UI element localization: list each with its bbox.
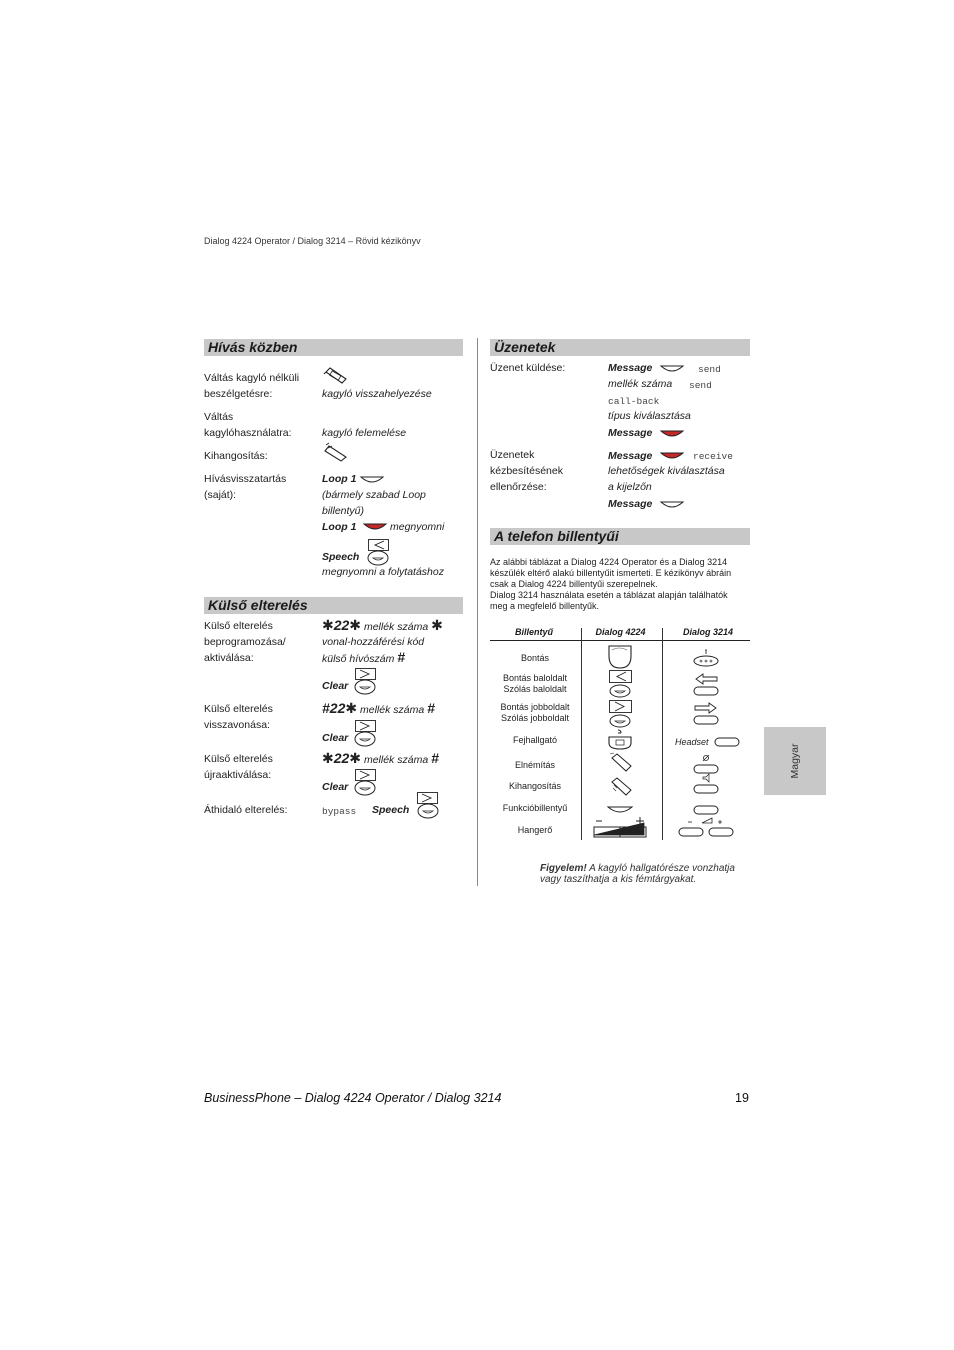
label-line: beprogramozása/ (204, 636, 286, 648)
message-key-label: Message (608, 362, 653, 374)
hash-key: # (431, 750, 439, 766)
row-label (204, 701, 273, 733)
table-row-label: Fejhallgató (512, 735, 558, 745)
row-label: Kihangosítás: (204, 450, 268, 462)
table-row-label: Bontás (520, 653, 550, 663)
loop-key-active-icon (363, 522, 387, 532)
message-key-icon (660, 500, 684, 510)
table-row-label: Hangerő (517, 825, 553, 835)
label-line: Váltás kagyló nélküli (204, 372, 300, 384)
note-label: Figyelem! (540, 863, 587, 874)
clear-key-label: Clear (322, 732, 349, 744)
label-line: visszavonása: (204, 719, 270, 731)
table-row-label (490, 702, 580, 724)
row-name: Szólás jobboldalt (500, 713, 570, 723)
clear-key-icon (354, 679, 376, 695)
instruction-line (608, 425, 652, 441)
display-send: send (689, 380, 712, 391)
instruction-text: vonal-hozzáférési kód (322, 636, 425, 648)
intro-line: csak a Dialog 4224 billentyűi szerepelnek. (490, 579, 658, 589)
message-key-active-icon (660, 429, 684, 439)
instruction-line (322, 779, 348, 795)
function-key-icon (607, 805, 633, 817)
table-col-divider (662, 628, 663, 840)
message-key-label: Message (608, 427, 653, 439)
message-key-label: Message (608, 450, 653, 462)
message-key-active-icon (660, 451, 684, 461)
instruction-text: kagyló visszahelyezése (322, 388, 432, 400)
row-name: Bontás jobboldalt (500, 702, 570, 712)
label-line: Hívásvisszatartás (204, 473, 287, 485)
display-text (698, 361, 721, 378)
headset-3214-icon (714, 737, 740, 748)
instruction-text: mellék száma (363, 754, 429, 766)
right-release-key-icon (609, 700, 633, 728)
handset-icon (322, 366, 348, 386)
intro-paragraph (490, 557, 742, 612)
warning-note (540, 863, 752, 885)
row-label (204, 409, 292, 441)
display-callback: call-back (608, 396, 660, 407)
mute-3214-icon (693, 754, 721, 776)
instruction-line (322, 730, 348, 746)
speech-key-label: Speech (372, 804, 410, 816)
section-header-hivas-kozben (204, 339, 463, 356)
table-col-divider (581, 628, 582, 840)
hash-key: # (427, 700, 435, 716)
code-sequence: ✱22✱ (322, 617, 362, 633)
instruction-text: mellék száma (360, 704, 425, 716)
instruction-text: (bármely szabad Loop (322, 489, 426, 501)
star-key: ✱ (431, 617, 443, 633)
intro-line: meg a megfelelő billentyűk. (490, 601, 600, 611)
disconnect-key-3214-icon (693, 648, 721, 668)
running-header: Dialog 4224 Operator / Dialog 3214 – Rövid kézikönyv (204, 236, 421, 246)
row-name: Bontás baloldalt (502, 673, 568, 683)
display-receive: receive (693, 451, 733, 462)
row-label (204, 471, 286, 503)
loop-key-label: Loop 1 (322, 473, 357, 485)
table-header-4224: Dialog 4224 (595, 627, 646, 637)
clear-key-icon (354, 780, 376, 796)
instruction-text: a kijelzőn (608, 481, 652, 493)
instruction-text: típus kiválasztása (608, 410, 691, 422)
instruction-line (322, 549, 359, 565)
headset-key-icon (607, 729, 633, 751)
volume-key-icon (592, 817, 648, 839)
table-row-label: Kihangosítás (508, 781, 562, 791)
headset-label: Headset (675, 737, 709, 747)
instruction-text: megnyomni a folytatáshoz (322, 566, 444, 578)
instruction-line (322, 649, 405, 667)
row-label (204, 370, 299, 402)
row-label: Áthidaló elterelés: (204, 804, 288, 816)
intro-line: készülék eltérő alakú billentyűit ismerteti. E kézikönyv ábráin (490, 568, 732, 578)
row-label (204, 618, 286, 666)
label-line: (saját): (204, 489, 237, 501)
table-row-label: Funkcióbillentyű (502, 803, 568, 813)
loop-key-label: Loop 1 (322, 521, 357, 533)
table-header-rule (490, 640, 750, 641)
page-footer-title: BusinessPhone – Dialog 4224 Operator / Dialog 3214 (204, 1091, 502, 1105)
label-line: Külső elterelés (204, 703, 273, 715)
instruction-text: megnyomni (390, 521, 445, 533)
instruction-text: kagyló felemelése (322, 427, 407, 439)
clear-key-label: Clear (322, 680, 349, 692)
table-header-key: Billentyű (514, 627, 553, 637)
label-line: Külső elterelés (204, 620, 273, 632)
clear-key-label: Clear (322, 781, 349, 793)
speaker-key-icon (609, 776, 633, 798)
label-line: Külső elterelés (204, 753, 273, 765)
note-text: vagy taszíthatja a kis fémtárgyakat. (540, 874, 697, 885)
speech-key-label: Speech (322, 551, 360, 563)
row-label: Üzenet küldése: (490, 362, 566, 374)
instruction-line (322, 803, 356, 820)
row-label (490, 447, 563, 495)
instruction-text: lehetőségek kiválasztása (608, 465, 725, 477)
display-text-bypass: bypass (322, 806, 357, 817)
table-row-label: Elnémítás (514, 760, 556, 770)
speaker-icon (322, 443, 348, 463)
hash-key: # (397, 649, 406, 665)
label-line: ellenőrzése: (490, 481, 547, 493)
instruction-line (608, 360, 652, 376)
instruction-text: külső hívószám (322, 653, 395, 665)
disconnect-key-icon (607, 644, 633, 670)
intro-line: Dialog 3214 használata esetén a táblázat alapján találhatók (490, 590, 728, 600)
row-label (204, 751, 273, 783)
section-header-billentyui (490, 528, 750, 545)
section-title: Üzenetek (494, 339, 556, 355)
volume-3214-icon (678, 817, 736, 839)
instruction-line (322, 700, 435, 718)
function-3214-icon (693, 805, 721, 817)
instruction-line (322, 750, 439, 768)
label-line: beszélgetésre: (204, 388, 273, 400)
page-number: 19 (735, 1091, 749, 1105)
left-release-key-icon (609, 670, 633, 698)
code-sequence: ✱22✱ (322, 750, 362, 766)
language-tab-label: Magyar (789, 743, 801, 779)
instruction-line (322, 471, 356, 487)
column-divider (477, 338, 478, 886)
section-title: Hívás közben (208, 339, 298, 355)
instruction-line (608, 496, 652, 512)
instruction-text: mellék száma (608, 378, 673, 390)
intro-line: Az alábbi táblázat a Dialog 4224 Operator és a Dialog 3214 (490, 557, 728, 567)
label-line: aktiválása: (204, 652, 254, 664)
label-line: Váltás (204, 411, 234, 423)
loop-key-icon (360, 475, 384, 485)
message-key-icon (660, 364, 684, 374)
label-line: kagylóhasználatra: (204, 427, 292, 439)
code-sequence: #22✱ (322, 700, 358, 716)
language-tab (764, 727, 826, 795)
section-title: A telefon billentyűi (494, 528, 619, 544)
label-line: kézbesítésének (490, 465, 563, 477)
section-header-uzenetek (490, 339, 750, 356)
clear-key-icon (354, 731, 376, 747)
speaker-3214-icon (693, 774, 721, 796)
instruction-text: billentyű) (322, 505, 365, 517)
right-release-3214-icon (693, 702, 721, 726)
instruction-text: mellék száma (363, 621, 429, 633)
left-release-3214-icon (693, 673, 721, 697)
table-header-3214: Dialog 3214 (682, 627, 734, 637)
note-text: A kagyló hallgatórésze vonzhatja (589, 863, 735, 874)
table-row-label (490, 673, 580, 695)
display-send: send (698, 364, 721, 375)
instruction-line (372, 802, 409, 818)
label-line: újraaktiválása: (204, 769, 272, 781)
mute-key-icon (609, 752, 633, 774)
section-header-kulso-elterelés (204, 597, 463, 614)
instruction-line (322, 678, 348, 694)
section-title: Külső elterelés (208, 597, 308, 613)
instruction-line (322, 519, 356, 535)
instruction-line (608, 448, 652, 464)
instruction-line (322, 617, 443, 635)
label-line: Üzenetek (490, 449, 535, 461)
message-key-label: Message (608, 498, 653, 510)
speech-key-icon (417, 803, 439, 819)
display-text (689, 377, 712, 394)
row-name: Szólás baloldalt (503, 684, 567, 694)
